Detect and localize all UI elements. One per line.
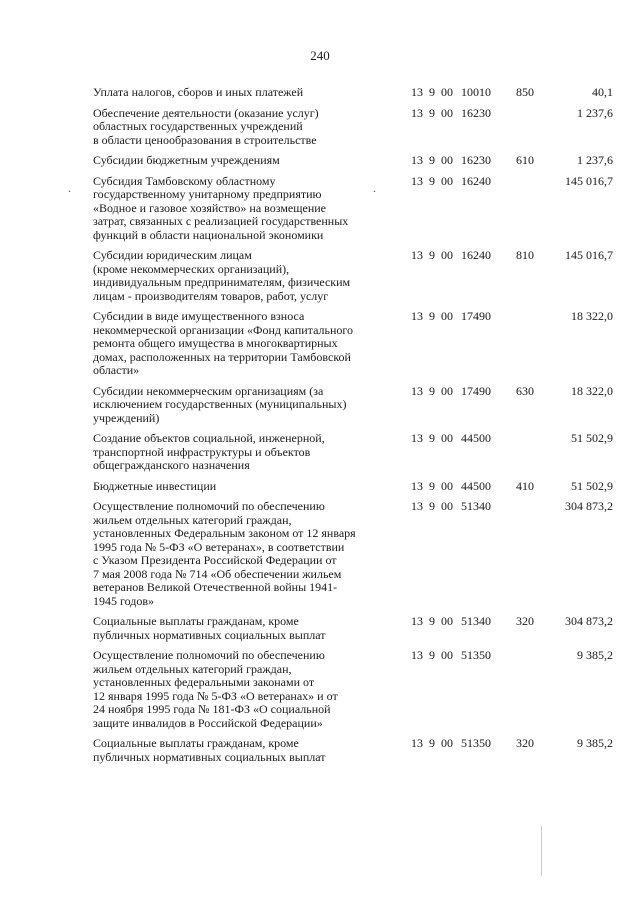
target-article-code: 17490 <box>461 309 491 323</box>
row-description: Бюджетные инвестиции <box>93 478 217 493</box>
subsection-code: 9 <box>429 648 435 662</box>
subsection-code: 9 <box>429 736 435 750</box>
row-amount: 145 016,7 <box>565 173 613 188</box>
target-article-code: 17490 <box>461 383 491 398</box>
row-description: Субсидии некоммерческим организациям (за исключением государственных (муниципальных) учреждений) <box>93 383 347 425</box>
target-article-code: 16240 <box>461 248 491 262</box>
subsection-code: 9 <box>429 383 435 398</box>
budget-code <box>411 249 546 263</box>
subsection-code: 9 <box>429 614 435 628</box>
table-row <box>0 615 640 642</box>
budget-code <box>411 107 546 121</box>
program-code: 00 <box>441 648 453 662</box>
section-code: 13 <box>411 478 423 493</box>
row-description: Субсидии в виде имущественного взноса некоммерческой организации «Фонд капитального ремонта общего имущества в многоквартирных домах, расположенных на территории Тамбовской области» <box>93 309 354 377</box>
program-code: 00 <box>441 478 453 493</box>
section-code: 13 <box>411 85 423 99</box>
table-row <box>0 249 640 303</box>
row-description: Создание объектов социальной, инженерной, транспортной инфраструктуры и объектов общегражданского назначения <box>93 431 325 472</box>
page-number: 240 <box>310 48 330 63</box>
table-row <box>0 175 640 243</box>
table-row <box>0 737 640 764</box>
row-amount: 18 322,0 <box>571 309 613 323</box>
target-article-code: 16230 <box>461 153 491 167</box>
program-code: 00 <box>441 173 453 188</box>
budget-code <box>411 649 546 663</box>
row-description: Субсидии юридическим лицам (кроме некоммерческих организаций), индивидуальным предпринимателям, физическим лицам - производителям товаров, работ, услуг <box>93 248 351 303</box>
budget-code <box>411 175 546 189</box>
section-code: 13 <box>411 499 423 513</box>
section-code: 13 <box>411 736 423 750</box>
scan-dot-mark: . <box>68 181 71 195</box>
budget-code <box>411 154 546 168</box>
budget-code <box>411 86 546 100</box>
row-amount: 304 873,2 <box>565 614 613 628</box>
row-amount: 304 873,2 <box>565 499 613 513</box>
program-code: 00 <box>441 383 453 398</box>
target-article-code: 51340 <box>461 614 491 628</box>
table-row <box>0 86 640 100</box>
expense-type-code: 320 <box>516 736 534 750</box>
budget-code <box>411 615 546 629</box>
subsection-code: 9 <box>429 153 435 167</box>
target-article-code: 16240 <box>461 173 491 188</box>
section-code: 13 <box>411 153 423 167</box>
row-description: Социальные выплаты гражданам, кроме публичных нормативных социальных выплат <box>93 736 326 764</box>
section-code: 13 <box>411 309 423 323</box>
row-description: Субсидия Тамбовскому областному государственному унитарному предприятию «Водное и газовое хозяйство» на возмещение затрат, связанных с реализацией государственных функций в области национальной экономики <box>93 173 349 242</box>
program-code: 00 <box>441 153 453 167</box>
expense-type-code: 410 <box>516 478 534 493</box>
table-row <box>0 480 640 494</box>
section-code: 13 <box>411 614 423 628</box>
section-code: 13 <box>411 173 423 188</box>
section-code: 13 <box>411 648 423 662</box>
target-article-code: 44500 <box>461 478 491 493</box>
expense-type-code: 850 <box>516 85 534 99</box>
subsection-code: 9 <box>429 499 435 513</box>
program-code: 00 <box>441 248 453 262</box>
table-row <box>0 107 640 148</box>
subsection-code: 9 <box>429 248 435 262</box>
row-amount: 40,1 <box>592 85 613 99</box>
program-code: 00 <box>441 499 453 513</box>
subsection-code: 9 <box>429 85 435 99</box>
section-code: 13 <box>411 383 423 398</box>
subsection-code: 9 <box>429 478 435 493</box>
section-code: 13 <box>411 248 423 262</box>
row-description: Субсидии бюджетным учреждениям <box>93 153 280 167</box>
subsection-code: 9 <box>429 173 435 188</box>
subsection-code: 9 <box>429 431 435 445</box>
row-description: Осуществление полномочий по обеспечению жильем отдельных категорий граждан, установленных федеральными законами от 12 января 1995 года № 5-ФЗ «О ветеранах» и от 24 ноября 1995 года № 181-ФЗ «О социальной защите инвалидов в Российской Федерации» <box>93 648 338 730</box>
scan-dot-mark: . <box>373 181 376 195</box>
program-code: 00 <box>441 431 453 445</box>
row-description: Уплата налогов, сборов и иных платежей <box>93 85 304 99</box>
budget-table <box>0 86 640 764</box>
expense-type-code: 810 <box>516 248 534 262</box>
program-code: 00 <box>441 736 453 750</box>
row-amount: 9 385,2 <box>577 648 613 662</box>
row-amount: 9 385,2 <box>577 736 613 750</box>
target-article-code: 44500 <box>461 431 491 445</box>
row-amount: 51 502,9 <box>571 478 613 493</box>
row-amount: 145 016,7 <box>565 248 613 262</box>
program-code: 00 <box>441 85 453 99</box>
budget-code <box>411 310 546 324</box>
table-row <box>0 500 640 608</box>
subsection-code: 9 <box>429 309 435 323</box>
section-code: 13 <box>411 431 423 445</box>
row-amount: 1 237,6 <box>577 105 613 120</box>
budget-code <box>411 737 546 751</box>
target-article-code: 51350 <box>461 736 491 750</box>
table-row <box>0 649 640 730</box>
row-amount: 18 322,0 <box>571 383 613 398</box>
target-article-code: 51350 <box>461 648 491 662</box>
target-article-code: 16230 <box>461 105 491 120</box>
table-row <box>0 310 640 378</box>
expense-type-code: 320 <box>516 614 534 628</box>
table-row <box>0 154 640 168</box>
row-description: Обеспечение деятельности (оказание услуг) областных государственных учреждений в области ценообразования в строительстве <box>93 105 319 147</box>
scan-artifact-line <box>541 826 542 876</box>
expense-type-code: 610 <box>516 153 534 167</box>
program-code: 00 <box>441 309 453 323</box>
target-article-code: 51340 <box>461 499 491 513</box>
budget-code <box>411 480 546 494</box>
row-amount: 1 237,6 <box>577 153 613 167</box>
expense-type-code: 630 <box>516 383 534 398</box>
subsection-code: 9 <box>429 105 435 120</box>
program-code: 00 <box>441 614 453 628</box>
table-row <box>0 385 640 426</box>
budget-code <box>411 385 546 399</box>
section-code: 13 <box>411 105 423 120</box>
row-description: Осуществление полномочий по обеспечению жильем отдельных категорий граждан, установленных Федеральным законом от 12 января 1995 года № 5-ФЗ «О ветеранах», в соответствии с Указом Президента Российской Федерации от 7 мая 2008 года № 714 «Об обеспечении жильем ветеранов Великой Отечественной войны 1941- 1945 годов» <box>93 499 356 608</box>
budget-code <box>411 500 546 514</box>
row-description: Социальные выплаты гражданам, кроме публичных нормативных социальных выплат <box>93 614 326 642</box>
budget-code <box>411 432 546 446</box>
table-row <box>0 432 640 473</box>
row-amount: 51 502,9 <box>571 431 613 445</box>
program-code: 00 <box>441 105 453 120</box>
target-article-code: 10010 <box>461 85 491 99</box>
